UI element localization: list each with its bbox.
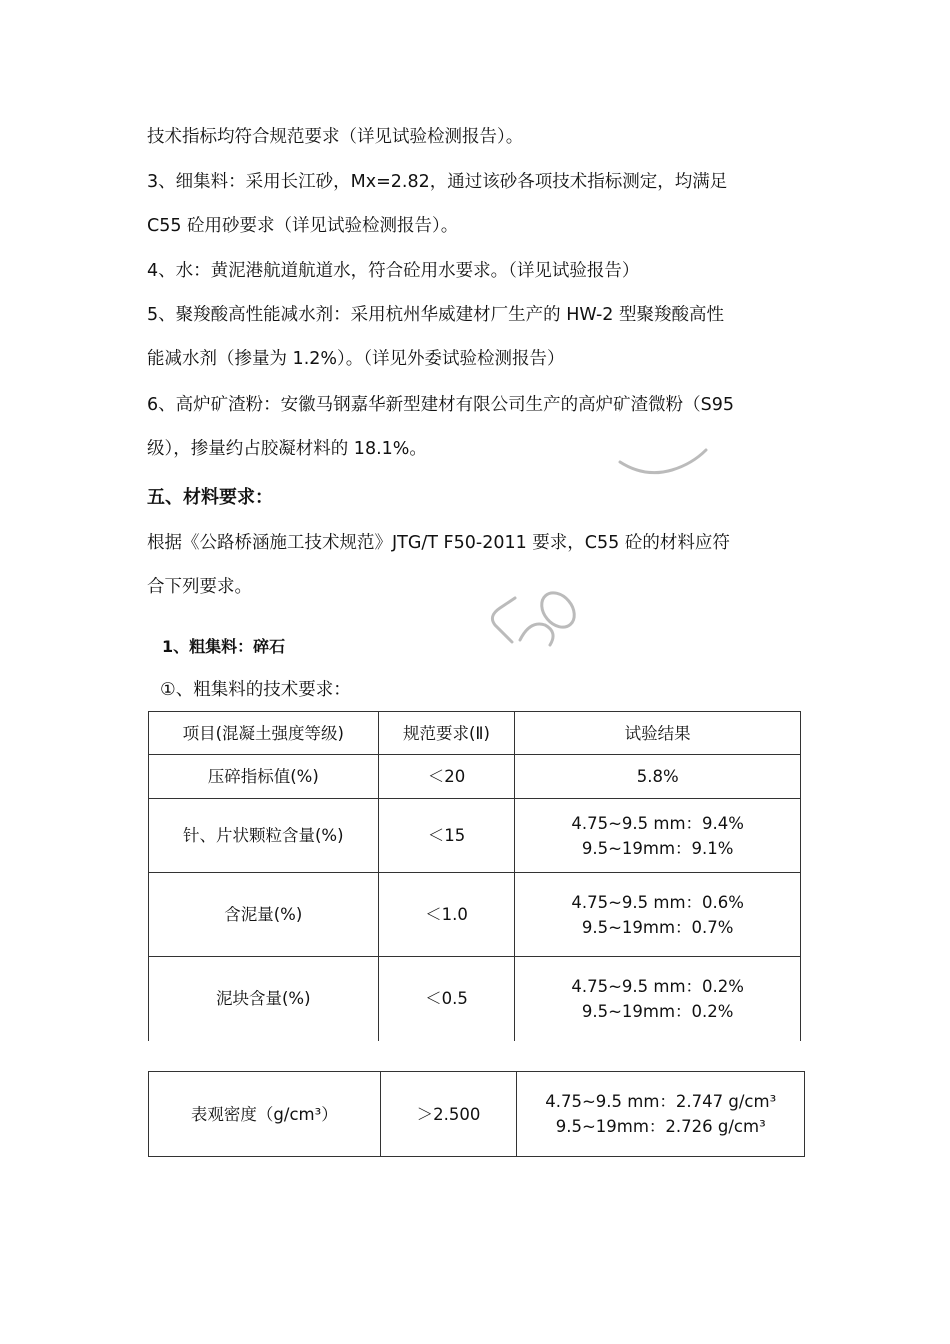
row-item: 泥块含量(%) [149,957,379,1041]
coarse-aggregate-table [148,711,801,1041]
row-item: 含泥量(%) [149,873,379,957]
row-spec: ＜0.5 [378,957,515,1041]
paragraph-slag-powder: 6、高炉矿渣粉：安徽马钢嘉华新型建材有限公司生产的高炉矿渣微粉（S95 [147,395,735,415]
paragraph-water: 4、水：黄泥港航道航道水，符合砼用水要求。（详见试验报告） [147,261,640,281]
row-item: 表观密度（g/cm³） [149,1072,381,1157]
paragraph-fine-aggregate: 3、细集料：采用长江砂，Mx=2.82，通过该砂各项技术指标测定，均满足 [147,172,728,192]
row-result [517,1072,805,1157]
section-intro: 根据《公路桥涵施工技术规范》JTG/T F50-2011 要求，C55 砼的材料应符 [147,533,730,553]
section-heading: 五、材料要求： [147,487,273,508]
paragraph-fine-aggregate-cont: C55 砼用砂要求（详见试验检测报告）。 [147,216,459,236]
result-line: 9.5~19mm：0.7% [581,917,734,937]
table-row [149,755,801,799]
paragraph-coarse-conclusion: 技术指标均符合规范要求（详见试验检测报告）。 [147,127,524,147]
result-line: 9.5~19mm：2.726 g/cm³ [555,1117,766,1136]
table-row [149,957,801,1041]
paragraph-admixture-cont: 能减水剂（掺量为 1.2%）。（详见外委试验检测报告） [147,349,565,369]
subsection-heading: 1、粗集料：碎石 [162,637,286,656]
row-result [515,873,801,957]
result-line: 4.75~9.5 mm：0.6% [571,892,744,912]
result-line: 4.75~9.5 mm：2.747 g/cm³ [545,1092,777,1111]
table-caption: ①、粗集料的技术要求： [160,680,351,700]
table-row [149,1072,805,1157]
row-item: 针、片状颗粒含量(%) [149,799,379,873]
row-item: 压碎指标值(%) [149,755,379,799]
apparent-density-table [148,1071,805,1157]
result-line: 4.75~9.5 mm：9.4% [571,813,744,833]
row-spec: ＜15 [378,799,515,873]
row-result [515,799,801,873]
result-line: 9.5~19mm：9.1% [581,838,734,858]
row-spec: ＜1.0 [378,873,515,957]
row-result [515,755,801,799]
header-item: 项目(混凝土强度等级) [149,712,379,755]
section-intro-cont: 合下列要求。 [147,577,252,597]
header-result: 试验结果 [515,712,801,755]
row-result [515,957,801,1041]
table-row [149,799,801,873]
row-spec: ＜20 [378,755,515,799]
table-row [149,873,801,957]
result-line: 9.5~19mm：0.2% [581,1001,734,1021]
result-line: 4.75~9.5 mm：0.2% [571,976,744,996]
table-header-row [149,712,801,755]
paragraph-admixture: 5、聚羧酸高性能减水剂：采用杭州华威建材厂生产的 HW-2 型聚羧酸高性 [147,305,724,325]
header-spec: 规范要求(Ⅱ) [378,712,515,755]
watermark-icon [470,440,750,660]
result-line: 5.8% [636,767,679,786]
row-spec: ＞2.500 [380,1072,517,1157]
paragraph-slag-powder-cont: 级），掺量约占胶凝材料的 18.1%。 [147,439,427,459]
